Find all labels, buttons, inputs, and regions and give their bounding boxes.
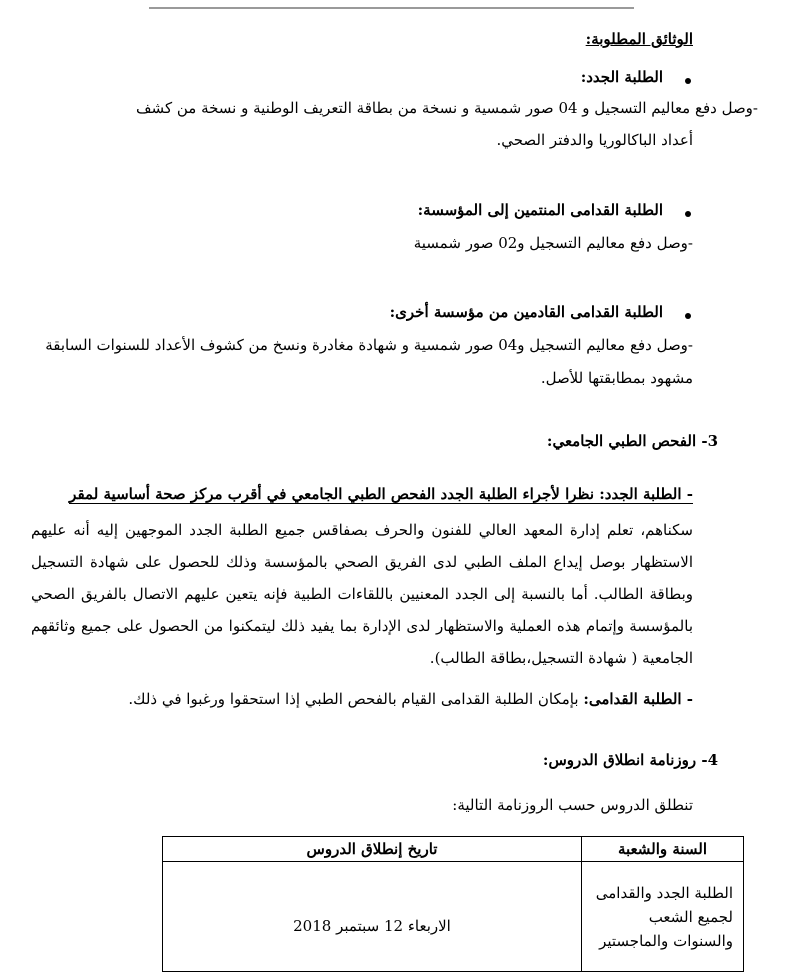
schedule-title: 4- روزنامة انطلاق الدروس: (542, 751, 718, 769)
transfer-students-heading: الطلبة القدامى القادمين من مؤسسة أخرى: (389, 303, 663, 321)
medical-old-students-label: - الطلبة القدامى: (583, 690, 693, 708)
schedule-intro: تنطلق الدروس حسب الروزنامة التالية: (452, 796, 693, 814)
table-cell-level: الطلبة الجدد والقدامى لجميع الشعب والسنوات والماجستير (582, 862, 744, 972)
schedule-table (162, 836, 744, 972)
former-students-heading: الطلبة القدامى المنتمين إلى المؤسسة: (417, 201, 663, 219)
medical-old-students-line (128, 690, 693, 708)
medical-old-students-text: بإمكان الطلبة القدامى القيام بالفحص الطبي إذا استحقوا ورغبوا في ذلك. (128, 690, 584, 708)
table-row (163, 862, 744, 972)
medical-new-students-first-line (69, 485, 693, 503)
top-divider (149, 7, 634, 9)
medical-exam-title: 3- الفحص الطبي الجامعي: (546, 432, 718, 450)
bullet-icon (685, 313, 691, 319)
transfer-students-line-1: -وصل دفع معاليم التسجيل و04 صور شمسية و شهادة مغادرة ونسخ من كشوف الأعداد للسنوات السابقة (45, 336, 693, 354)
table-header-row (163, 837, 744, 862)
table-cell-date: الاربعاء 12 سبتمبر 2018 (163, 862, 582, 972)
medical-new-students-lead: نظرا لأجراء الطلبة الجدد الفحص الطبي الجامعي في أقرب مركز صحة أساسية لمقر (69, 485, 600, 503)
medical-new-students-paragraph: سكناهم، تعلم إدارة المعهد العالي للفنون والحرف بصفاقس جميع الطلبة الجدد الموجهين إليه أنه عليهم الاستظهار بوصل إيداع الملف الطبي لدى الفريق الصحي بالمؤسسة وذلك للحصول على شهادة التسجيل وبطاقة الطالب. أما بالنسبة إلى الجدد المعنيين باللقاءات الطبية فإنه يتعين عليهم الاتصال بالفريق الصحي بالمؤسسة وإتمام هذه العملية والاستظهار لدى الإدارة بما يفيد ذلك ليتمكنوا من الحصول على جميع وثائقهم الجامعية ( شهادة التسجيل،بطاقة الطالب). (31, 521, 693, 667)
bullet-icon (685, 211, 691, 217)
medical-new-students-label: - الطلبة الجدد: (599, 485, 693, 503)
transfer-students-line-2: مشهود بمطابقتها للأصل. (540, 369, 693, 387)
bullet-icon (685, 78, 691, 84)
required-documents-title: الوثائق المطلوبة: (585, 30, 693, 48)
table-header-level: السنة والشعبة (582, 837, 744, 862)
table-header-date: تاريخ إنطلاق الدروس (163, 837, 582, 862)
new-students-line-1: -وصل دفع معاليم التسجيل و 04 صور شمسية و نسخة من بطاقة التعريف الوطنية و نسخة من كشف (136, 99, 758, 117)
former-students-line-1: -وصل دفع معاليم التسجيل و02 صور شمسية (413, 234, 693, 252)
new-students-line-2: أعداد الباكالوريا والدفتر الصحي. (496, 131, 693, 149)
new-students-heading: الطلبة الجدد: (580, 68, 663, 86)
